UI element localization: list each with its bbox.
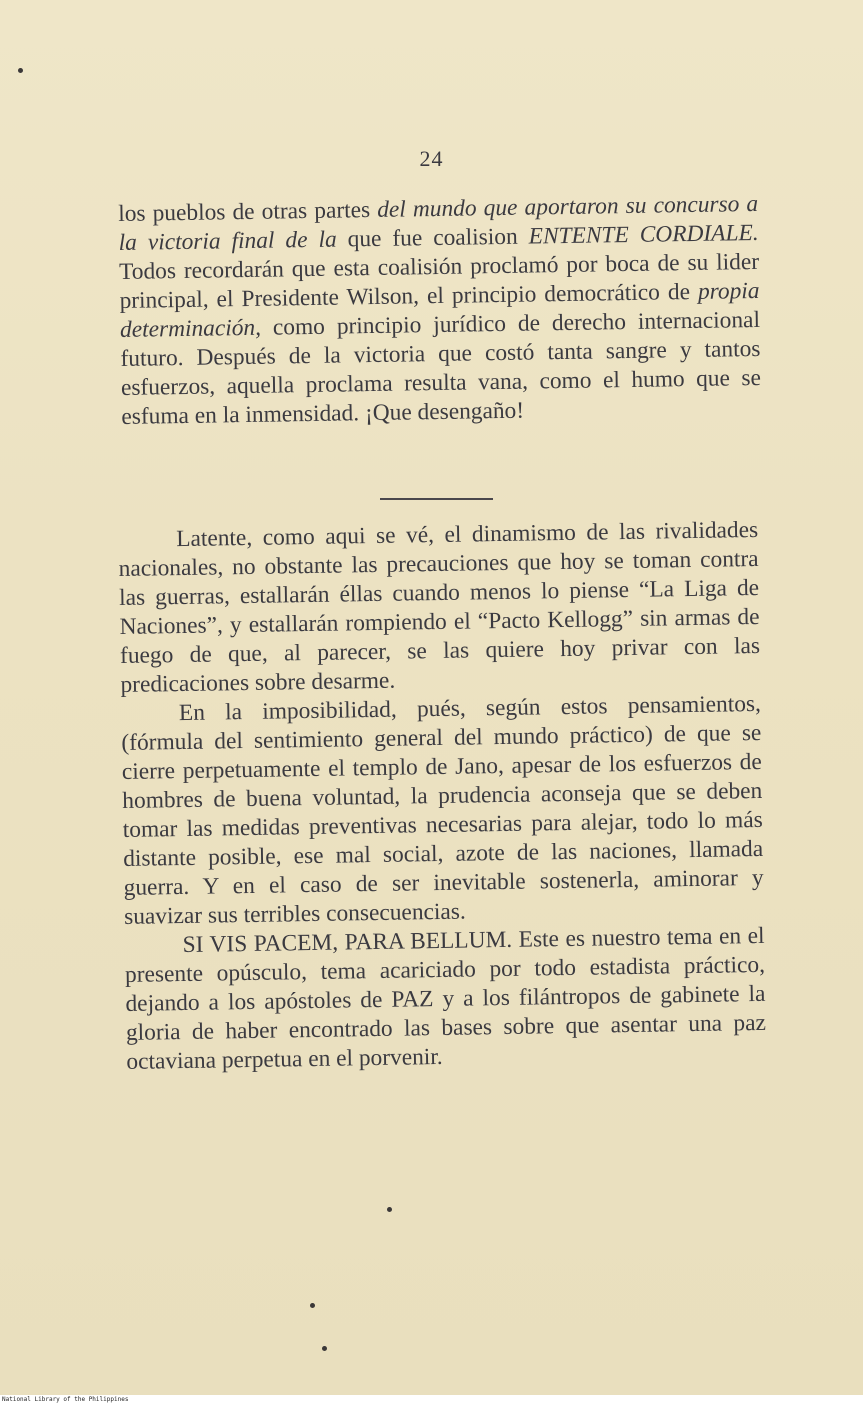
page-number: 24 <box>419 146 444 171</box>
continued-paragraph <box>118 190 762 432</box>
paragraph-si-vis-pacem: SI VIS PACEM, PARA BELLUM. Este es nuestro tema en el presente opúsculo, tema acariciado por todo estadista práctico, dejando a los apóstoles de PAZ y a los filántropos de gabinete la gloria de haber encontrado las bases sobre que asentar una paz octaviana perpetua en el porvenir. <box>124 922 767 1075</box>
section-divider <box>380 498 493 500</box>
italic-phrase-self-determination: propia determinación, <box>119 277 760 343</box>
footer-strip <box>0 1395 863 1403</box>
paper-speck <box>310 1303 315 1308</box>
paragraph-continued-text: los pueblos de otras partes del mundo que aportaron su concurso a la victoria final de la que fue coalision ENTENTE CORDIALE. Todos recordarán que esta coalisión proclamó por boca de su lider principal, el Presidente Wilson, el principio democrático de propia determinación, como principio jurídico de derecho internacional futuro. Después de la victoria que costó tanta sangre y tantos esfuerzos, aquella proclama resulta vana, como el humo que se esfuma en la inmensidad. ¡Que desengaño! <box>118 190 762 430</box>
paragraph-impossibility: En la imposibilidad, pués, según estos pensamientos, (fórmula del sentimiento general del mundo práctico) de que se cierre perpetuamente el templo de Jano, apesar de los esfuerzos de hombres de buena voluntad, la prudencia aconseja que se deben tomar las medidas preventivas necesarias para alejar, todo lo más distante posible, ese mal social, azote de las naciones, llamada guerra. Y en el caso de ser inevitable sostenerla, aminorar y suavizar sus terribles consecuencias. <box>121 690 764 930</box>
italic-phrase-victory: del mundo que aportaron su concurso a la victoria final de la <box>118 190 759 256</box>
paper-speck <box>387 1207 392 1212</box>
paper-speck <box>322 1346 327 1351</box>
paragraph-rivalries: Latente, como aqui se vé, el dinamismo de las rivalidades nacionales, no obstante las precauciones que hoy se toman contra las guerras, estallarán éllas cuando menos lo piense “La Liga de Naciones”, y estallarán rompiendo el “Pacto Kellogg” sin armas de fuego de que, al parecer, se las quiere hoy privar con las predicaciones sobre desarme. <box>118 516 761 698</box>
main-text-section <box>118 516 767 1077</box>
paper-speck <box>18 68 23 73</box>
italic-phrase-entente: ENTENTE CORDIALE. <box>528 219 759 250</box>
library-credit: National Library of the Philippines <box>2 1396 129 1403</box>
